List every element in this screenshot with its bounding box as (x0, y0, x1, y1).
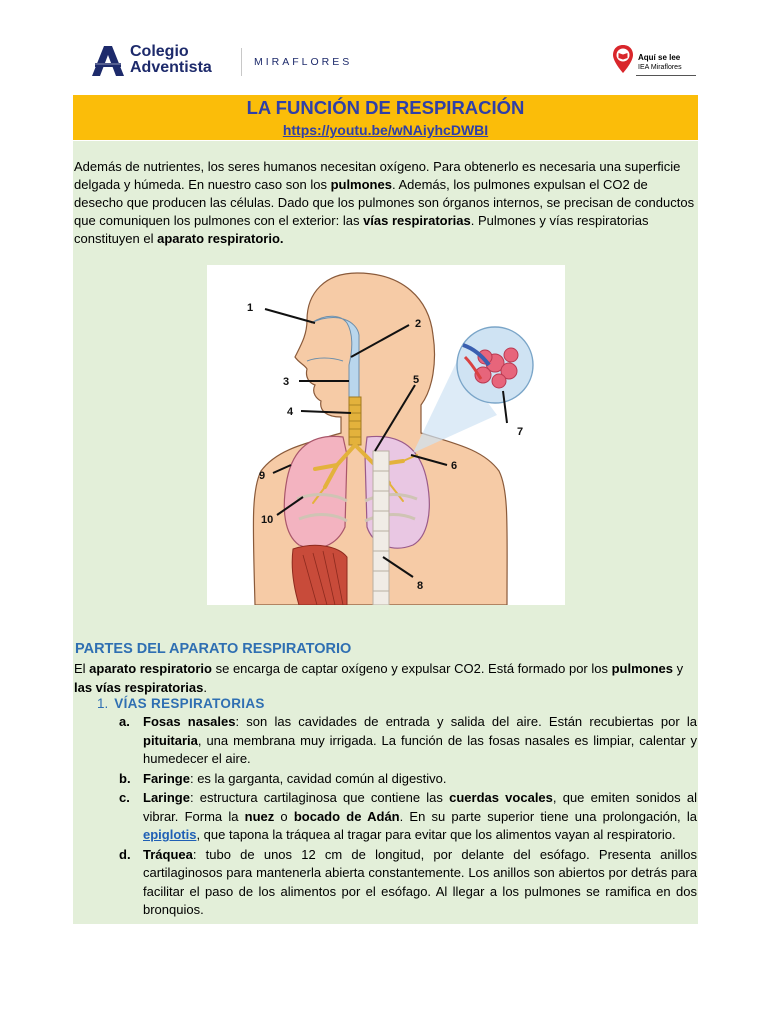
intro-paragraph (74, 158, 698, 248)
item-term: Tráquea (143, 846, 193, 862)
logo-divider (241, 48, 242, 76)
figure-label-3: 3 (283, 376, 290, 388)
figure-label-9: 9 (259, 470, 266, 482)
section-heading: PARTES DEL APARATO RESPIRATORIO (75, 641, 352, 657)
item-term: Fosas nasales (143, 714, 236, 729)
figure-label-1: 1 (247, 302, 254, 314)
item-text: , una membrana muy irrigada. La función de las fosas nasales es limpiar, calentar y humedecer el aire. (143, 732, 697, 766)
list-marker: c. (119, 790, 130, 805)
item-text: , que emiten sonidos al vibrar. Forma la (143, 790, 697, 824)
epiglotis-link[interactable]: epiglotis (143, 827, 197, 842)
badge-underline (636, 75, 696, 76)
title-banner (73, 95, 698, 140)
badge-title: Aquí se lee (638, 53, 681, 62)
section-text-3: y (673, 661, 684, 676)
subsection-heading (97, 696, 265, 711)
list-item-fosas-nasales (119, 713, 697, 769)
item-term: Laringe (143, 790, 190, 805)
intro-bold-2: vías respiratorias (363, 213, 471, 228)
item-text: , que tapona la tráquea al tragar para evitar que los alimentos vayan al respiratorio. (196, 827, 676, 842)
airways-list (119, 713, 697, 921)
section-bold-3: las vías respiratorias (74, 680, 204, 695)
section-bold-1: aparato respiratorio (89, 661, 212, 676)
intro-text-3: . Pulmones y vías respiratorias constituyen el (74, 213, 649, 246)
video-link[interactable]: https://youtu.be/wNAiyhcDWBI (282, 122, 489, 138)
intro-text-2: . Además, los pulmones expulsan el CO2 de desecho que producen las células. Dado que los pulmones son órganos internos, se precisan de conductos que comuniquen los pulmones con el exterior: las (74, 177, 695, 228)
list-item-faringe (119, 770, 697, 789)
item-bold: pituitaria (143, 732, 198, 748)
figure-label-6: 6 (451, 460, 458, 472)
intro-bold-1: pulmones (330, 177, 392, 192)
item-text: : son las cavidades de entrada y salida del aire. Están recubiertas por la (235, 714, 697, 729)
figure-label-10: 10 (261, 514, 274, 526)
item-bold: nuez (244, 808, 275, 824)
item-text: . En su parte superior tiene una prolongación, la (399, 808, 697, 824)
section-text-2: se encarga de captar oxígeno y expulsar CO2. Está formado por los (212, 661, 612, 676)
page-header (0, 0, 768, 96)
figure-label-2: 2 (415, 318, 422, 330)
item-term: Faringe (143, 770, 190, 786)
item-text: : estructura cartilaginosa que contiene las (189, 790, 450, 805)
school-logo-icon (92, 46, 124, 76)
list-marker: d. (119, 846, 131, 862)
item-bold: bocado de Adán (293, 808, 400, 824)
respiratory-system-figure (207, 265, 565, 605)
subsection-number: 1. (97, 696, 109, 711)
logo-line-1: Colegio (130, 43, 189, 60)
figure-label-5: 5 (413, 374, 420, 386)
intro-bold-3: aparato respiratorio. (157, 231, 284, 246)
list-item-traquea (119, 846, 697, 920)
list-marker: a. (119, 714, 130, 729)
figure-label-7: 7 (517, 426, 524, 438)
list-item-laringe (119, 789, 697, 845)
logo-subtitle: MIRAFLORES (254, 56, 353, 68)
list-marker: b. (119, 770, 131, 786)
item-text: o (274, 808, 294, 824)
section-text-4: . (203, 680, 207, 695)
page-title: LA FUNCIÓN DE RESPIRACIÓN (246, 97, 525, 118)
item-text: : tubo de unos 12 cm de longitud, por delante del esófago. Presenta anillos cartilaginosos para mantenerla abierta constantemente. Los anillos son abiertos por detrás para facilitar el paso de los alimentos por el esófago. Al llegar a los pulmones se ramifica en dos bronquios. (143, 846, 697, 917)
book-pin-icon (612, 44, 634, 74)
subsection-title: VÍAS RESPIRATORIAS (114, 696, 265, 711)
logo-line-2: Adventista (130, 59, 212, 76)
item-bold: cuerdas vocales (449, 790, 553, 805)
intro-text-1: Además de nutrientes, los seres humanos necesitan oxígeno. Para obtenerlo es necesaria una superficie delgada y húmeda. En nuestro caso son los (74, 159, 681, 192)
section-paragraph (74, 659, 694, 697)
figure-label-8: 8 (417, 580, 424, 592)
section-bold-2: pulmones (611, 661, 674, 676)
item-text: : es la garganta, cavidad común al digestivo. (189, 770, 447, 786)
reading-badge (612, 44, 702, 80)
respiratory-system-illustration (207, 265, 565, 605)
figure-label-4: 4 (287, 406, 294, 418)
section-text-1: El (74, 661, 90, 676)
badge-subtitle: IEA Miraflores (638, 64, 682, 71)
content-panel (73, 141, 698, 924)
